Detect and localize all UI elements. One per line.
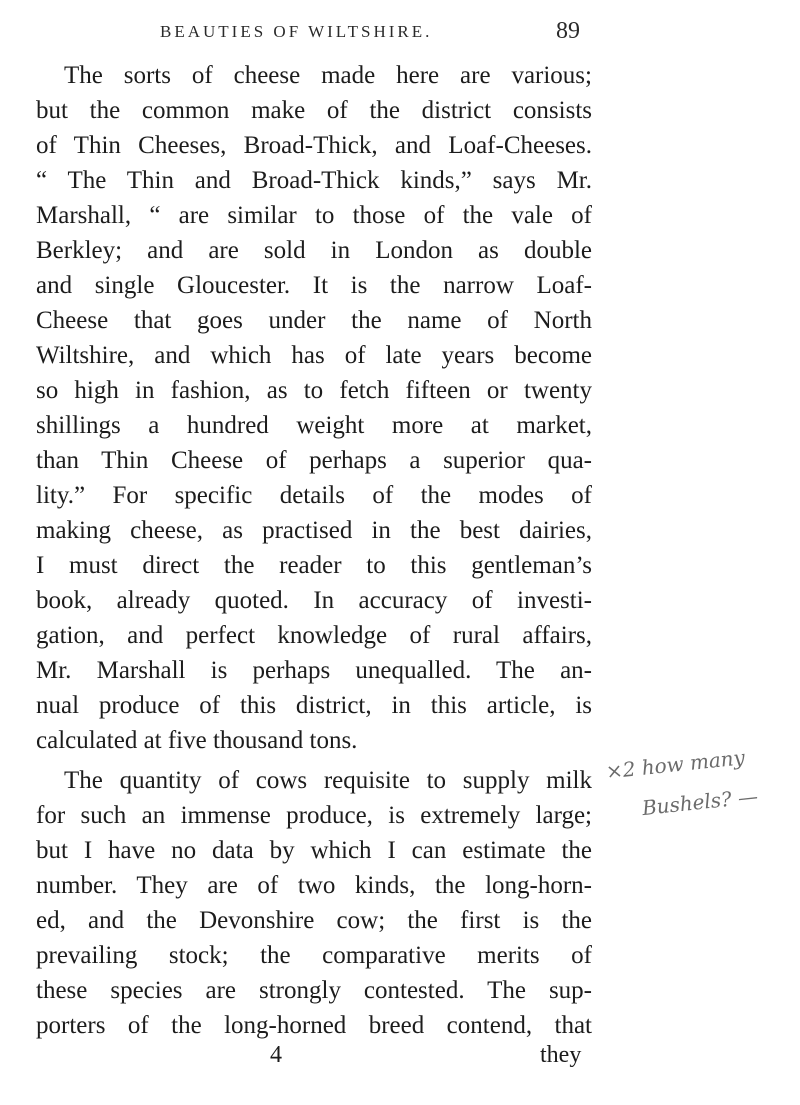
text-line: making cheese, as practised in the best dairies, [36,517,592,544]
text-line: calculated at five thousand tons. [36,727,358,754]
signature-mark: 4 [270,1042,282,1068]
text-line: nual produce of this district, in this article, is [36,692,592,719]
text-line: number. They are of two kinds, the long-horn- [36,872,592,899]
text-line: ed, and the Devonshire cow; the first is the [36,907,592,934]
text-line: for such an immense produce, is extremely large; [36,802,592,829]
text-line: and single Gloucester. It is the narrow Loaf- [36,272,592,299]
catchword: they [540,1042,582,1068]
text-line: porters of the long-horned breed contend, that [36,1012,592,1039]
page-number: 89 [556,18,580,44]
text-line: I must direct the reader to this gentleman’s [36,552,592,579]
text-line: these species are strongly contested. The sup- [36,977,592,1004]
text-line: shillings a hundred weight more at market, [36,412,592,439]
text-line: but the common make of the district consists [36,97,592,124]
text-line: Mr. Marshall is perhaps unequalled. The an- [36,657,592,684]
marginal-note-line-1: ×2 how many [604,745,746,784]
text-line: Marshall, “ are similar to those of the vale of [36,202,592,229]
text-line: Cheese that goes under the name of North [36,307,592,334]
text-line: prevailing stock; the comparative merits of [36,942,592,969]
text-line: lity.” For specific details of the modes of [36,482,592,509]
text-line: but I have no data by which I can estimate the [36,837,592,864]
text-line: gation, and perfect knowledge of rural affairs, [36,622,592,649]
text-line: so high in fashion, as to fetch fifteen or twenty [36,377,592,404]
text-line: than Thin Cheese of perhaps a superior qua- [36,447,592,474]
text-line: The quantity of cows requisite to supply milk [64,767,592,794]
text-line: of Thin Cheeses, Broad-Thick, and Loaf-Cheeses. [36,132,592,159]
text-line: “ The Thin and Broad-Thick kinds,” says Mr. [36,167,592,194]
text-line: Berkley; and are sold in London as double [36,237,592,264]
text-line: Wiltshire, and which has of late years become [36,342,592,369]
running-title: BEAUTIES OF WILTSHIRE. [160,22,433,41]
text-line: The sorts of cheese made here are various; [64,62,592,89]
marginal-note-text [602,736,760,831]
text-line: book, already quoted. In accuracy of investi- [36,587,592,614]
handwritten-marginal-note [602,745,792,832]
marginal-note-line-2: Bushels? — [640,784,760,821]
